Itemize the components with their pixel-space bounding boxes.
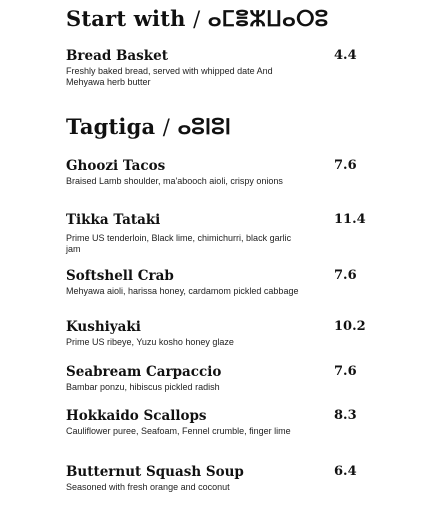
item-name: Tikka Tataki [66, 212, 161, 228]
item-description: Seasoned with fresh orange and coconut [66, 482, 230, 492]
item-price: 7.6 [334, 364, 357, 379]
menu-item [66, 158, 366, 187]
section-heading-start-with [66, 6, 328, 31]
item-name: Hokkaido Scallops [66, 408, 207, 424]
item-price: 4.4 [334, 48, 357, 63]
item-price: 10.2 [334, 319, 366, 334]
menu-item [66, 464, 366, 493]
section-title: Tagtiga [66, 114, 156, 139]
item-price: 8.3 [334, 408, 357, 423]
menu-item [66, 408, 366, 437]
item-name: Kushiyaki [66, 319, 141, 335]
item-description: Prime US ribeye, Yuzu kosho honey glaze [66, 337, 234, 347]
section-heading-tagtiga [66, 114, 231, 139]
item-name: Ghoozi Tacos [66, 158, 166, 174]
menu-item [66, 212, 366, 254]
item-name: Softshell Crab [66, 268, 174, 284]
item-description: Braised Lamb shoulder, ma'abooch aioli, crispy onions [66, 176, 283, 186]
section-script-title: ⴰⵎⴻⵣⵡⴰⵔⵓ [207, 6, 329, 31]
item-description: Bambar ponzu, hibiscus pickled radish [66, 382, 220, 392]
item-price: 6.4 [334, 464, 357, 479]
heading-separator: / [162, 115, 171, 139]
section-script-title: ⴰⵓⵏⵓⵏ [177, 114, 232, 139]
menu-item [66, 48, 366, 87]
menu-item [66, 319, 366, 348]
item-name: Seabream Carpaccio [66, 364, 222, 380]
heading-separator: / [193, 7, 201, 31]
item-description: Cauliflower puree, Seafoam, Fennel crumble, finger lime [66, 426, 291, 436]
item-price: 11.4 [334, 212, 366, 227]
section-title: Start with [66, 6, 186, 31]
item-price: 7.6 [334, 268, 357, 283]
item-description: Prime US tenderloin, Black lime, chimichurri, black garlic jam [66, 233, 292, 254]
menu-item [66, 364, 366, 393]
item-name: Butternut Squash Soup [66, 464, 244, 480]
item-description: Mehyawa aioli, harissa honey, cardamom pickled cabbage [66, 286, 299, 296]
menu-item [66, 268, 366, 297]
item-description: Freshly baked bread, served with whipped date And Mehyawa herb butter [66, 66, 273, 87]
item-price: 7.6 [334, 158, 357, 173]
item-name: Bread Basket [66, 48, 168, 64]
